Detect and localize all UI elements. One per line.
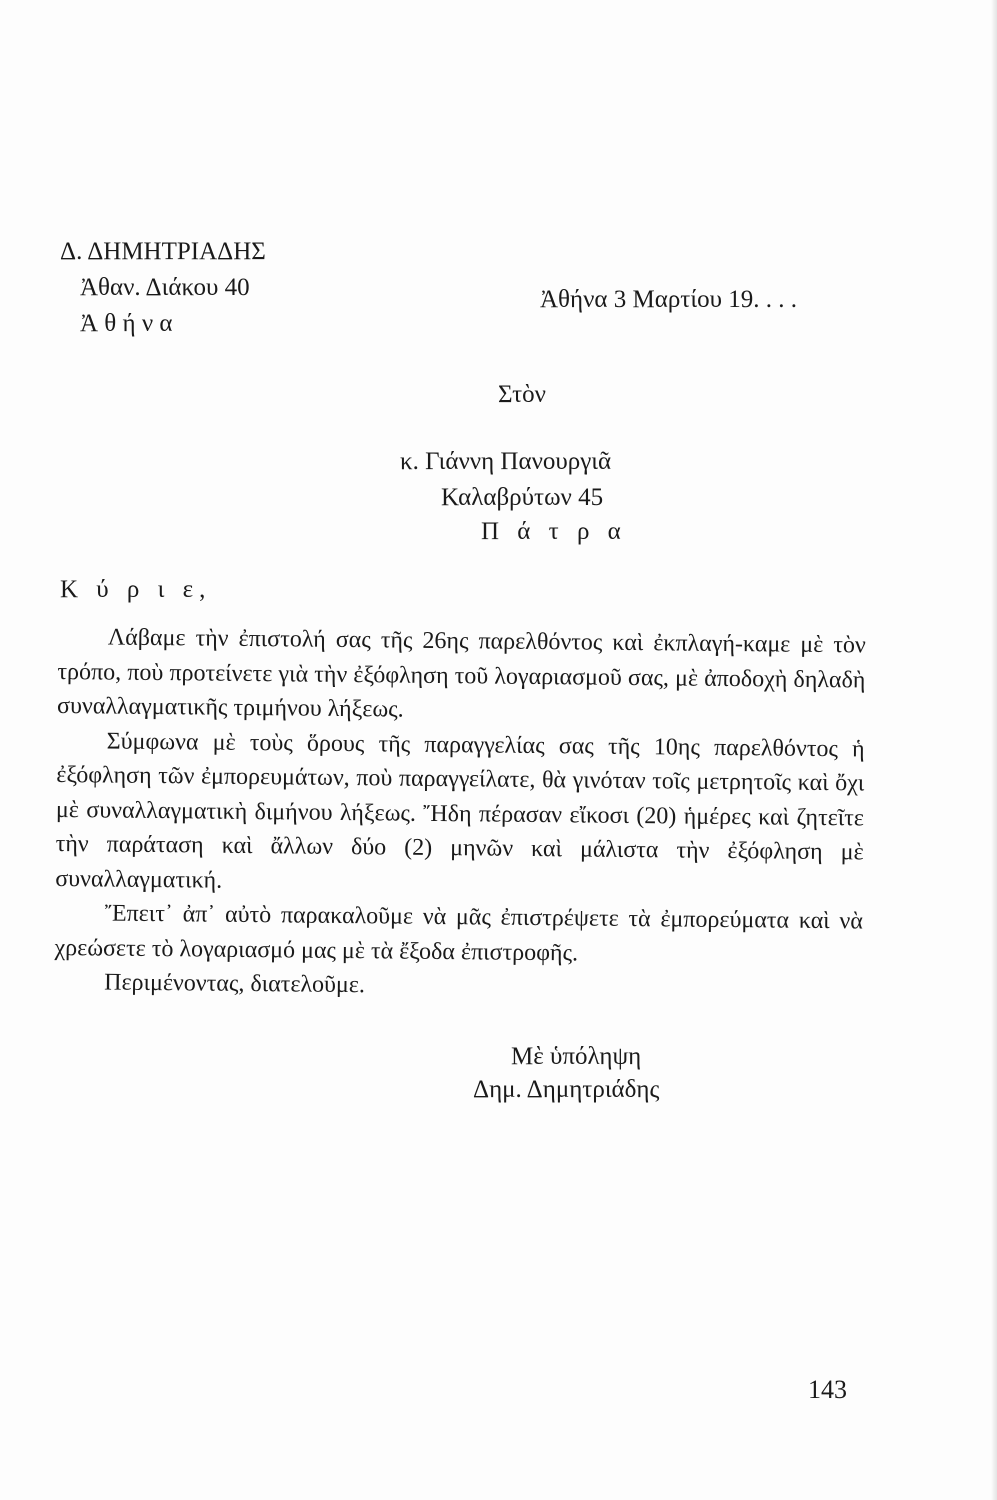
body-paragraph-1: Λάβαμε τὴν ἐπιστολή σας τῆς 26ης παρελθόντος καὶ ἐκπλαγή-καμε μὲ τὸν τρόπο, ποὺ προτείνετε γιὰ τὴν ἐξόφληση τοῦ λογαριασμοῦ σας, μὲ ἀποδοχὴ δηλαδὴ συναλλαγματικῆς τριμήνου λήξεως. — [56, 624, 866, 723]
page-number: 143 — [808, 1375, 847, 1404]
letter-date: Ἀθήνα 3 Μαρτίου 19. . . . — [540, 286, 797, 313]
body-paragraph-4: Περιμένοντας, διατελοῦμε. — [104, 969, 366, 999]
closing-regards: Μὲ ὑπόληψη — [511, 1043, 642, 1070]
signature: Δημ. Δημητριάδης — [473, 1076, 660, 1103]
recipient-name: κ. Γιάννη Πανουργιᾶ — [400, 448, 612, 475]
letter-body — [54, 620, 866, 1008]
sender-name: Δ. ΔΗΜΗΤΡΙΑΔΗΣ — [60, 238, 266, 265]
page-edge-shadow — [991, 0, 997, 1500]
body-paragraph-3: Ἔπειτ᾽ ἀπ᾽ αὐτὸ παρακαλοῦμε νὰ μᾶς ἐπιστρέψετε τὰ ἐμπορεύματα καὶ νὰ χρεώσετε τὸ λογαριασμό μας μὲ τὰ ἔξοδα ἐπιστροφῆς. — [54, 900, 864, 966]
sender-city: Ἀ θ ή ν α — [80, 310, 173, 337]
recipient-to: Στὸν — [498, 381, 546, 408]
salutation: Κ ύ ρ ι ε, — [60, 576, 212, 603]
recipient-address: Καλαβρύτων 45 — [441, 484, 604, 511]
sender-address: Ἀθαν. Διάκου 40 — [80, 274, 250, 301]
recipient-city: Π ά τ ρ α — [481, 518, 627, 545]
body-paragraph-2: Σύμφωνα μὲ τοὺς ὅρους τῆς παραγγελίας σας τῆς 10ης παρελθόντος ἡ ἐξόφληση τῶν ἐμπορευμάτων, ποὺ παραγγείλατε, θὰ γινόταν τοῖς μετρητοῖς καὶ ὄχι μὲ συναλλαγματικὴ διμήνου λήξεως. Ἤδη πέρασαν εἴκοσι (20) ἡμέρες καὶ ζητεῖτε τὴν παράταση καὶ ἄλλων δύο (2) μηνῶν καὶ μάλιστα τὴν ἐξόφληση μὲ συναλλαγματική. — [55, 728, 865, 894]
